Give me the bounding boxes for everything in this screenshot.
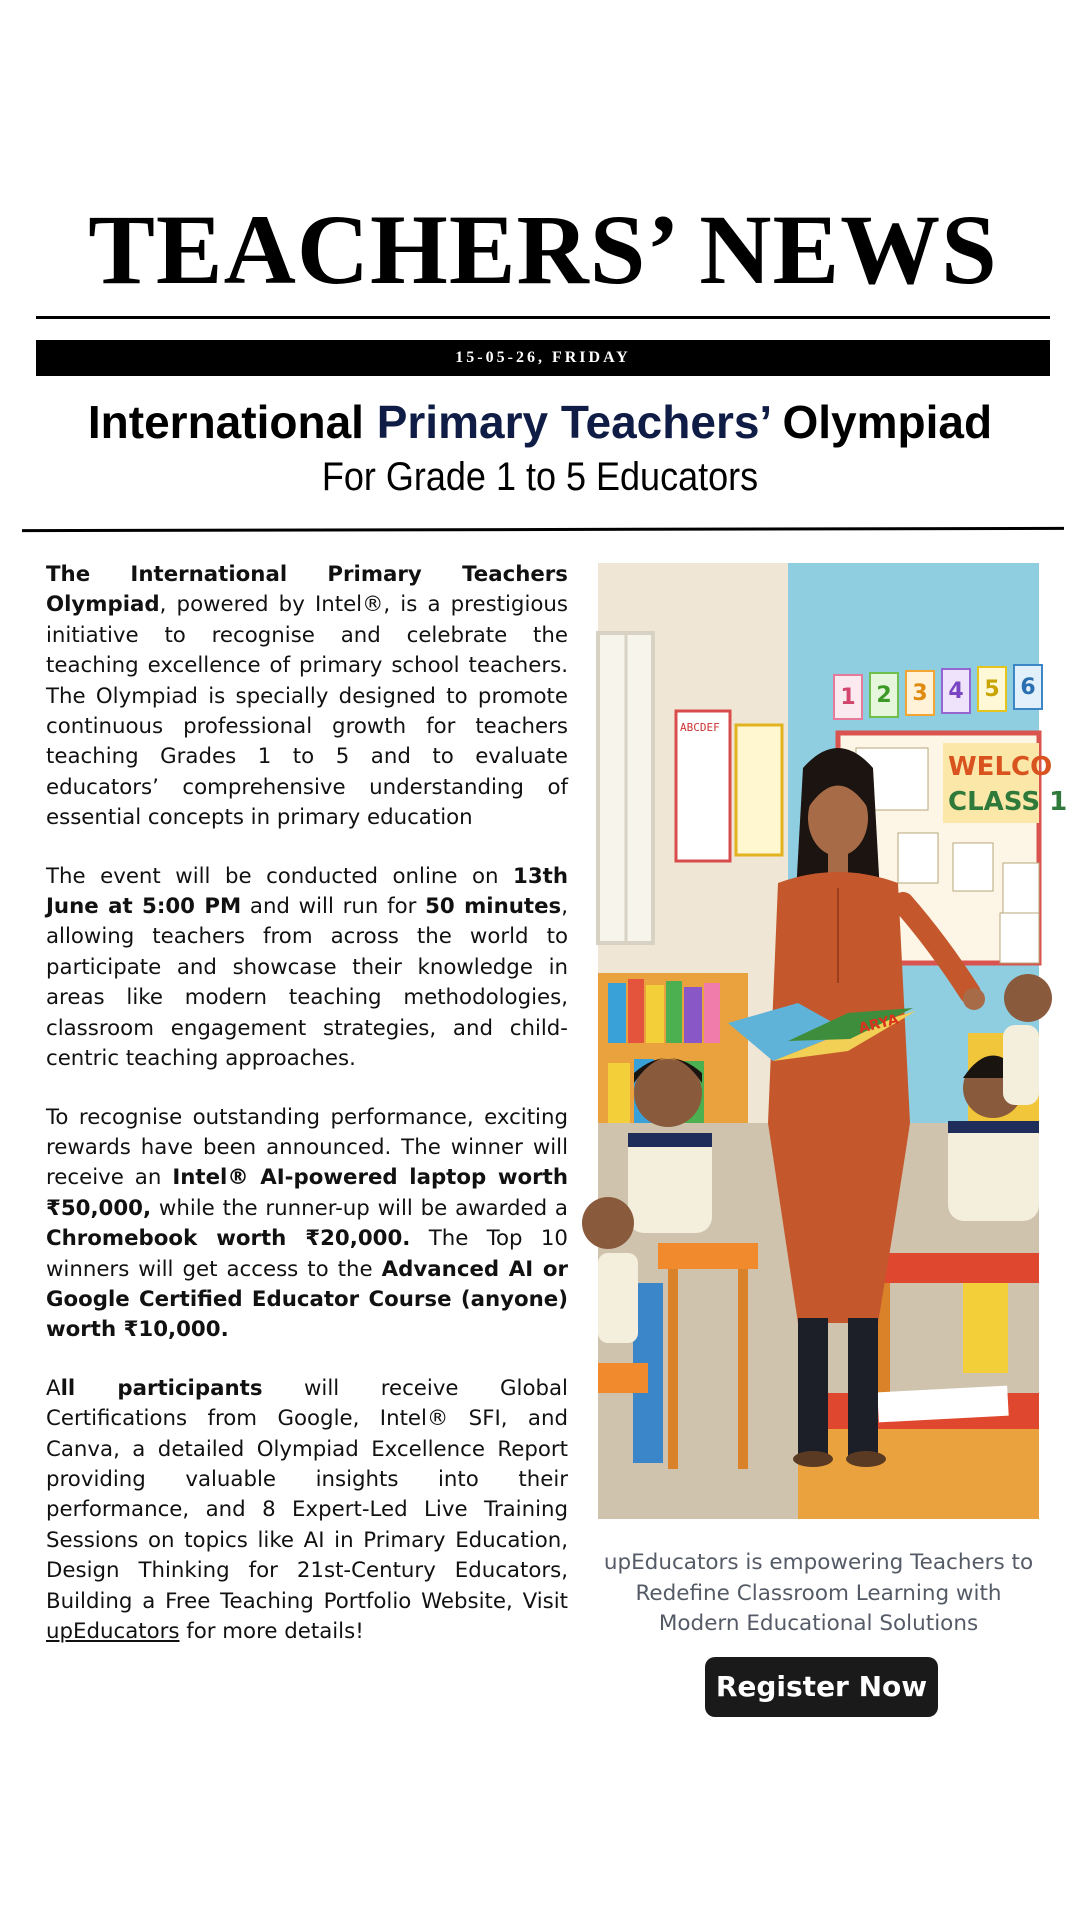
sidebar-tagline: upEducators is empowering Teachers to Redefine Classroom Learning with Modern Educational Solutions bbox=[603, 1550, 1034, 1636]
intro-text: , powered by Intel®, is a prestigious initiative to recognise and celebrate the teaching excellence of primary school teachers. The Olympiad is specially designed to promote continuous professional growth for teachers teaching Grades 1 to 5 and to evaluate educators’ comprehensive understanding of essential concepts in primary education bbox=[46, 592, 568, 831]
subheadline: For Grade 1 to 5 Educators bbox=[321, 455, 759, 499]
article-body bbox=[46, 560, 568, 1675]
alphabet-chart-text: ABCDEF bbox=[680, 721, 720, 734]
number-card-4: 4 bbox=[948, 679, 964, 704]
participants-text-0: A bbox=[46, 1375, 61, 1401]
headline-part2: Olympiad bbox=[769, 396, 993, 448]
book-title: ARYA bbox=[857, 1011, 901, 1037]
rewards-text-2: while the runner-up will be awarded a bbox=[151, 1195, 568, 1221]
rewards-text-1: To recognise outstanding performance, exciting rewards have been announced. The winner will receive an bbox=[46, 1104, 568, 1191]
date-bar: 15-05-26, FRIDAY bbox=[36, 340, 1050, 376]
masthead-title: TEACHERS’ NEWS bbox=[88, 194, 998, 305]
paragraph-rewards bbox=[46, 1103, 568, 1346]
number-card-2: 2 bbox=[876, 683, 892, 708]
number-card-6: 6 bbox=[1020, 675, 1036, 700]
number-card-1: 1 bbox=[840, 685, 856, 710]
upeducators-link[interactable]: upEducators bbox=[46, 1619, 180, 1644]
event-duration: 50 minutes bbox=[425, 894, 562, 920]
paragraph-event bbox=[46, 862, 568, 1075]
event-text-3: , allowing teachers from across the world to participate and showcase their knowledge in areas like modern teaching methodologies, classroom engagement strategies, and child-centric teaching approaches. bbox=[46, 894, 569, 1072]
participants-text-2: for more details! bbox=[179, 1619, 364, 1644]
participants-text-1: will receive Global Certifications from Google, Intel® SFI, and Canva, a detailed Olympiad Excellence Report providing valuable insights into their performance, and 8 Expert-Led Live Training Sessions on topics like AI in Primary Education, Design Thinking for 21st-Century Educators, Building a Free Teaching Portfolio Website, Visit bbox=[46, 1375, 568, 1614]
participants-bold: ll participants bbox=[60, 1375, 263, 1401]
event-text-1: The event will be conducted online on bbox=[46, 863, 514, 889]
paragraph-participants bbox=[46, 1374, 568, 1648]
headline-accent: Primary Teachers’ bbox=[376, 396, 770, 448]
winner-prize: Intel® AI-powered laptop worth ₹50,000, bbox=[46, 1165, 568, 1221]
rewards-text-3: The Top 10 winners will get access to the bbox=[46, 1226, 568, 1282]
top10-prize: Advanced AI or Google Certified Educator Course (anyone) worth ₹10,000. bbox=[46, 1256, 569, 1343]
headline bbox=[0, 394, 1080, 450]
welcome-sign: WELCO bbox=[948, 752, 1053, 782]
event-text-2: and will run for bbox=[241, 894, 426, 920]
olympiad-name: The International Primary Teachers Olympiad bbox=[46, 562, 568, 618]
register-now-button[interactable]: Register Now bbox=[705, 1657, 938, 1717]
number-card-5: 5 bbox=[984, 677, 1000, 702]
headline-part1: International bbox=[87, 396, 377, 448]
paragraph-intro bbox=[46, 560, 568, 834]
class-sign: CLASS 1 bbox=[948, 787, 1068, 817]
classroom-photo bbox=[598, 563, 1068, 1519]
event-date: 13th June at 5:00 PM bbox=[46, 863, 568, 920]
number-card-3: 3 bbox=[912, 681, 928, 706]
masthead-rule bbox=[36, 316, 1050, 319]
runnerup-prize: Chromebook worth ₹20,000. bbox=[46, 1226, 411, 1252]
section-rule bbox=[22, 527, 1064, 532]
